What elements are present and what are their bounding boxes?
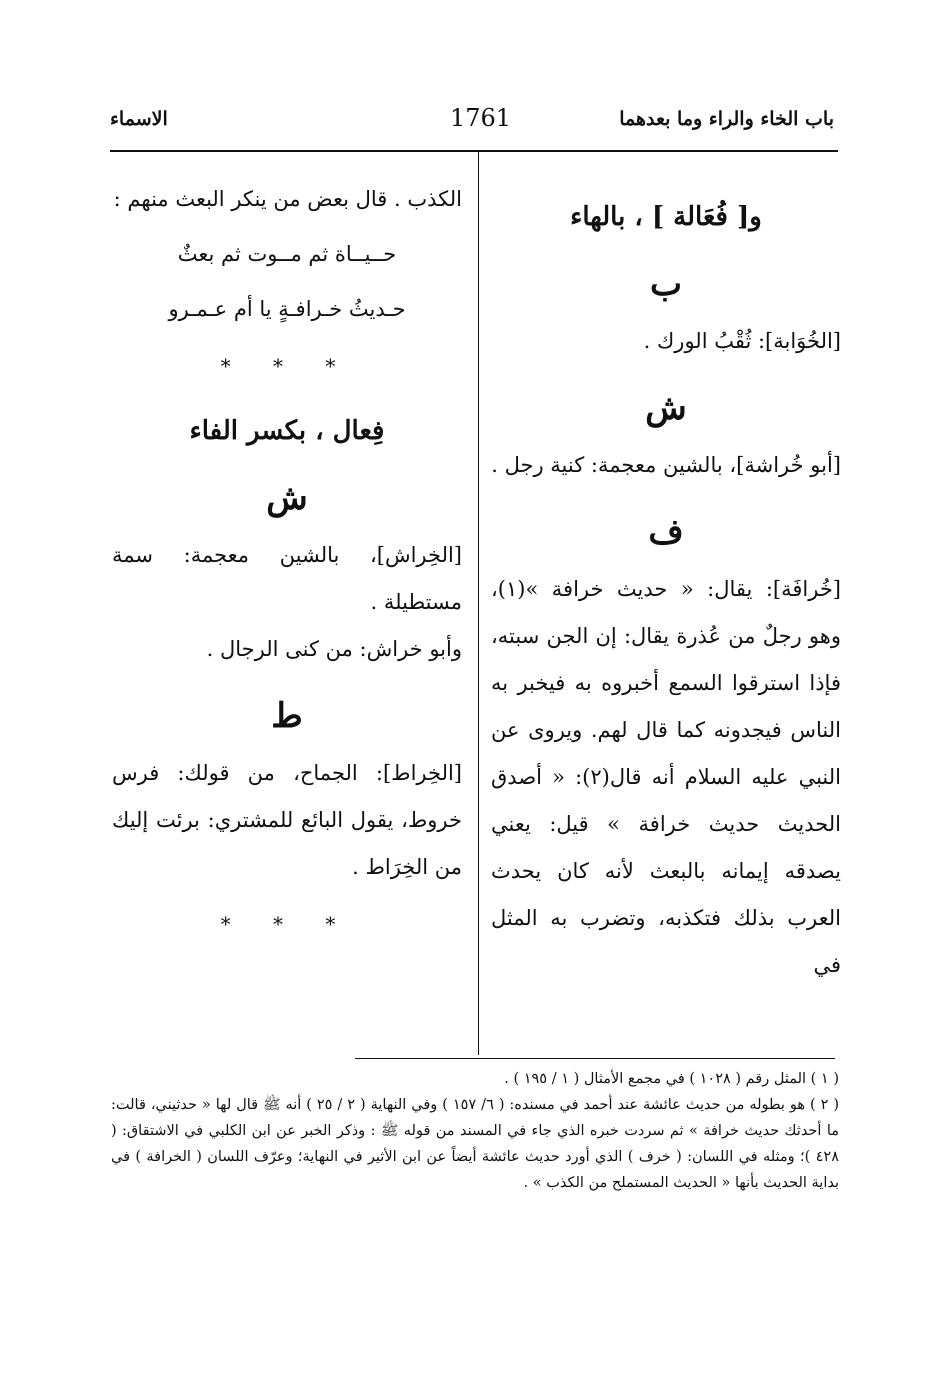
entry-abu-khirash: وأبو خراش: من كنى الرجال . — [206, 637, 462, 661]
section-separator: * * * — [220, 912, 354, 936]
footnote-rule — [355, 1058, 835, 1059]
continuation-text: الكذب . قال بعض من ينكر البعث منهم : — [113, 187, 462, 211]
footnotes — [111, 1066, 839, 1196]
entry-khuwaba: [الخُوَابة]: ثُقْبُ الورك . — [643, 329, 841, 353]
entry-khirat: [الخِراط]: الجماح، من قولك: فرس خروط، يقول البائع للمشتري: برئت إليك من الخِرَاط . — [112, 761, 462, 879]
letter-heading: ش — [266, 478, 308, 518]
pattern-heading: و[ فُعَالة ] ، بالهاء — [570, 202, 762, 232]
footnote: ( ١ ) المثل رقم ( ١٠٢٨ ) في مجمع الأمثال ( ١ / ١٩٥ ) . — [504, 1071, 839, 1087]
letter-heading: ط — [271, 696, 303, 736]
entry-khurafa: [خُرافَة]: يقال: « حديث خرافة »(١)، وهو رجلٌ من عُذرة يقال: إن الجن سبته، فإذا استرقوا السمع أخبروه به فيخبر به الناس فيجدونه كما قال لهم. ويروى عن النبي عليه السلام أنه قال(٢): « أصدق الحديث حديث خرافة » قيل: يعني يصدقه إيمانه بالبعث لأنه كان يحدث العرب بذلك فتكذبه، وتضرب به المثل في — [491, 577, 842, 977]
entry-abu-khurasha: [أبو خُراشة]، بالشين معجمة: كنية رجل . — [491, 453, 841, 477]
verse-line: حــيــاة ثم مــوت ثم بعثٌ — [177, 242, 397, 266]
entry-khirash: [الخِراش]، بالشين معجمة: سمة مستطيلة . — [112, 543, 462, 614]
footnote: ( ٢ ) هو بطوله من حديث عائشة عند أحمد في مسنده: ( ٦/ ١٥٧ ) وفي النهاية ( ٢ / ٢٥ ) أنه ﷺ قال لها « حدثيني، قالت: ما أحدثك حديث خرافة » ثم سردت خبره الذي جاء في المسند من قوله ﷺ : وذكر الخبر عن ابن الكلبي في الاشتقاق: ( ٤٢٨ )؛ ومثله في اللسان: ( خرف ) الذي أورد حديث عائشة أيضاً عن ابن الأثير في النهاية؛ وعرّف اللسان ( الخرافة ) في بداية الحديث بأنها « الحديث المستملح من الكذب » . — [111, 1097, 839, 1191]
letter-heading: ف — [648, 512, 684, 552]
letter-heading: ب — [649, 264, 682, 304]
section-title: الاسماء — [110, 108, 168, 130]
page-number: 1761 — [450, 104, 512, 132]
left-column — [112, 176, 462, 958]
chapter-title: باب الخاء والراء وما بعدهما — [619, 108, 834, 130]
pattern-heading: فِعال ، بكسر الفاء — [189, 416, 385, 446]
column-divider — [478, 150, 479, 1055]
right-column — [491, 176, 841, 989]
letter-heading: ش — [645, 388, 687, 428]
verse-line: حـديثُ خـرافـةٍ يا أم عـمـرو — [168, 297, 406, 321]
header-rule — [110, 150, 838, 152]
section-separator: * * * — [220, 354, 354, 378]
